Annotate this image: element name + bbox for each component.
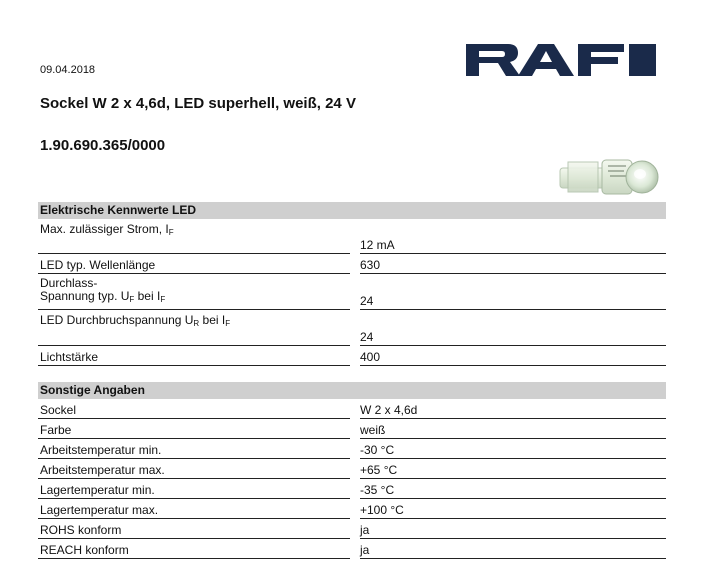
table-row [38,500,666,519]
row-label: Lichtstärke [40,350,99,364]
row-value: 12 mA [360,238,395,252]
row-value: +65 °C [360,463,398,477]
table-row [38,520,666,539]
product-title: Sockel W 2 x 4,6d, LED superhell, weiß, 24 V [40,95,356,112]
row-value: 24 [360,330,374,344]
table-row [38,275,666,310]
rafi-logo [466,44,656,76]
row-value: +100 °C [360,503,404,517]
part-number: 1.90.690.365/0000 [40,137,166,154]
row-label: Lagertemperatur max. [40,503,159,517]
table-row [38,220,666,254]
row-value: 24 [360,294,374,308]
row-value: -30 °C [360,443,395,457]
row-value: 630 [360,258,381,272]
row-label: Durchlass- Spannung typ. $U_F$ bei $I_F$ [40,276,166,304]
row-value: ja [360,523,370,537]
table-row [38,480,666,499]
row-label: LED typ. Wellenlänge [40,258,156,272]
document-date: 09.04.2018 [40,64,96,76]
row-label: Arbeitstemperatur min. [40,443,162,457]
table-row [38,347,666,366]
row-value: 400 [360,350,381,364]
row-label: LED Durchbruchspannung $U_R$ bei $I_F$ [40,313,231,328]
led-bulb-image [556,154,660,198]
row-label: Arbeitstemperatur max. [40,463,165,477]
table-row [38,460,666,479]
row-value: W 2 x 4,6d [360,403,418,417]
table-row [38,540,666,559]
section-header-electrical: Elektrische Kennwerte LED [38,202,666,219]
row-label: Max. zulässiger Strom, $I_F$ [40,222,174,237]
table-row [38,400,666,419]
table-row [38,311,666,346]
row-label: Sockel [40,403,77,417]
row-label: Lagertemperatur min. [40,483,155,497]
row-label: REACH konform [40,543,129,557]
table-row [38,255,666,274]
row-value: -35 °C [360,483,395,497]
row-label: Farbe [40,423,72,437]
section-header-other: Sonstige Angaben [38,382,666,399]
row-value: weiß [360,423,386,437]
table-row [38,420,666,439]
table-row [38,440,666,459]
row-value: ja [360,543,370,557]
row-label: ROHS konform [40,523,122,537]
